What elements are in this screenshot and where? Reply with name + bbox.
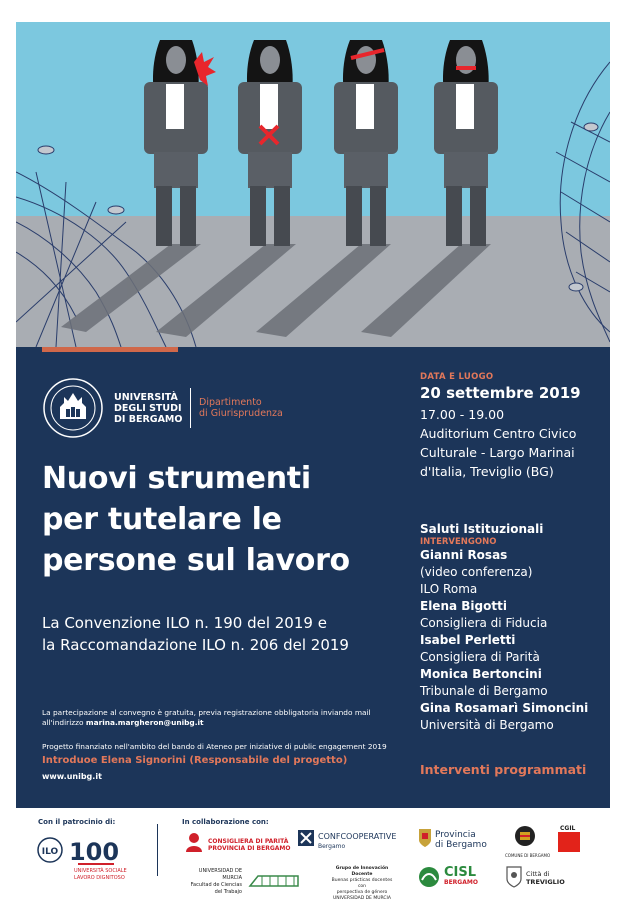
intro-text: Introduoe Elena Signorini (Responsabile del progetto)	[42, 755, 348, 766]
murcia-building-icon	[248, 866, 300, 890]
main-title: Nuovi strumenti per tutelare le persone sul lavoro	[42, 461, 350, 578]
confcooperative-text: CONFCOOPERATIVE Bergamo	[318, 832, 397, 850]
speaker-rosas	[420, 547, 610, 598]
website-link[interactable]: www.unibg.it	[42, 772, 102, 781]
registration-info: La partecipazione al convegno è gratuita, previa registrazione obbligatoria inviando mail all'indirizzo marina.margheron@unibg.it	[42, 708, 371, 727]
date-place-label: DATA E LUOGO	[420, 372, 494, 382]
event-place: Auditorium Centro Civico Culturale - Largo Marinai d'Italia, Treviglio (BG)	[420, 426, 577, 479]
ilo-text: UNIVERSITÀ SOCIALE LAVORO DIGNITOSO	[74, 868, 127, 881]
speaker-role: Consigliera di Fiducia	[420, 616, 548, 630]
event-date: 20 settembre 2019	[420, 384, 581, 402]
speaker-simoncini	[420, 700, 610, 734]
treviglio-crest-icon	[506, 866, 522, 888]
treviglio-text: Città di TREVIGLIO	[526, 870, 565, 886]
speaker-role: (video conferenza)	[420, 565, 533, 579]
comune-bergamo-text: COMUNE DI BERGAMO	[505, 853, 551, 858]
consigliera-logo-icon	[182, 830, 206, 854]
intervengono-label: INTERVENGONO	[420, 537, 497, 547]
saluti-istituzionali: Saluti Istituzionali	[420, 522, 544, 536]
cgil-text: CGIL	[560, 825, 576, 832]
provincia-text: Provincia di Bergamo	[435, 830, 487, 850]
speaker-name: Elena Bigotti	[420, 599, 507, 613]
consigliera-text: CONSIGLIERA DI PARITÀ PROVINCIA DI BERGAMO	[208, 838, 291, 852]
speaker-role: ILO Roma	[420, 582, 478, 596]
svg-text:ILO: ILO	[41, 847, 59, 857]
university-seal-icon	[42, 377, 104, 439]
speaker-perletti	[420, 632, 610, 666]
provincia-crest-icon	[418, 828, 432, 848]
speaker-name: Gianni Rosas	[420, 548, 508, 562]
accent-bar	[42, 347, 178, 352]
poster	[16, 22, 610, 808]
speaker-name: Isabel Perletti	[420, 633, 516, 647]
department-name: Dipartimento di Giurisprudenza	[199, 397, 283, 419]
university-name: UNIVERSITÀ DEGLI STUDI DI BERGAMO	[114, 391, 183, 425]
speaker-name: Monica Bertoncini	[420, 667, 542, 681]
patrocinio-label: Con il patrocinio di:	[38, 818, 116, 826]
speaker-role: Consigliera di Parità	[420, 650, 540, 664]
murcia-text: UNIVERSIDAD DE MURCIA Facultad de Ciencias del Trabajo	[190, 868, 242, 895]
speaker-role: Università di Bergamo	[420, 718, 554, 732]
cisl-logo-icon	[418, 866, 440, 888]
subtitle: La Convenzione ILO n. 190 del 2019 e la Raccomandazione ILO n. 206 del 2019	[42, 614, 349, 654]
sponsors-footer	[0, 808, 630, 904]
speaker-name: Gina Rosamarì Simoncini	[420, 701, 589, 715]
logo-divider	[190, 388, 191, 428]
comune-bergamo-crest-icon	[514, 824, 536, 850]
event-details	[420, 372, 610, 777]
speaker-bigotti	[420, 598, 610, 632]
speaker-bertoncini	[420, 666, 610, 700]
speaker-role: Tribunale di Bergamo	[420, 684, 548, 698]
cisl-text: CISL BERGAMO	[444, 865, 478, 886]
university-logo	[42, 377, 289, 439]
event-time: 17.00 - 19.00	[420, 407, 505, 422]
confcooperative-logo-icon	[298, 830, 314, 846]
collaborazione-label: In collaborazione con:	[182, 818, 269, 826]
funding-info: Progetto finanziato nell'ambito del bando di Ateneo per iniziative di public engagement 2019	[42, 742, 387, 751]
registration-email[interactable]: marina.margheron@unibg.it	[85, 718, 204, 727]
svg-text:100: 100	[68, 838, 120, 866]
grupo-innovacion-text: Grupo de Innovación Docente Buenas prácticas docentes con perspectiva de género UNIVERSIDAD DE MURCIA	[331, 866, 393, 901]
illustration-four-women	[16, 22, 610, 347]
footer-divider	[157, 824, 158, 876]
interventi-programmati: Interventi programmati	[420, 762, 587, 777]
